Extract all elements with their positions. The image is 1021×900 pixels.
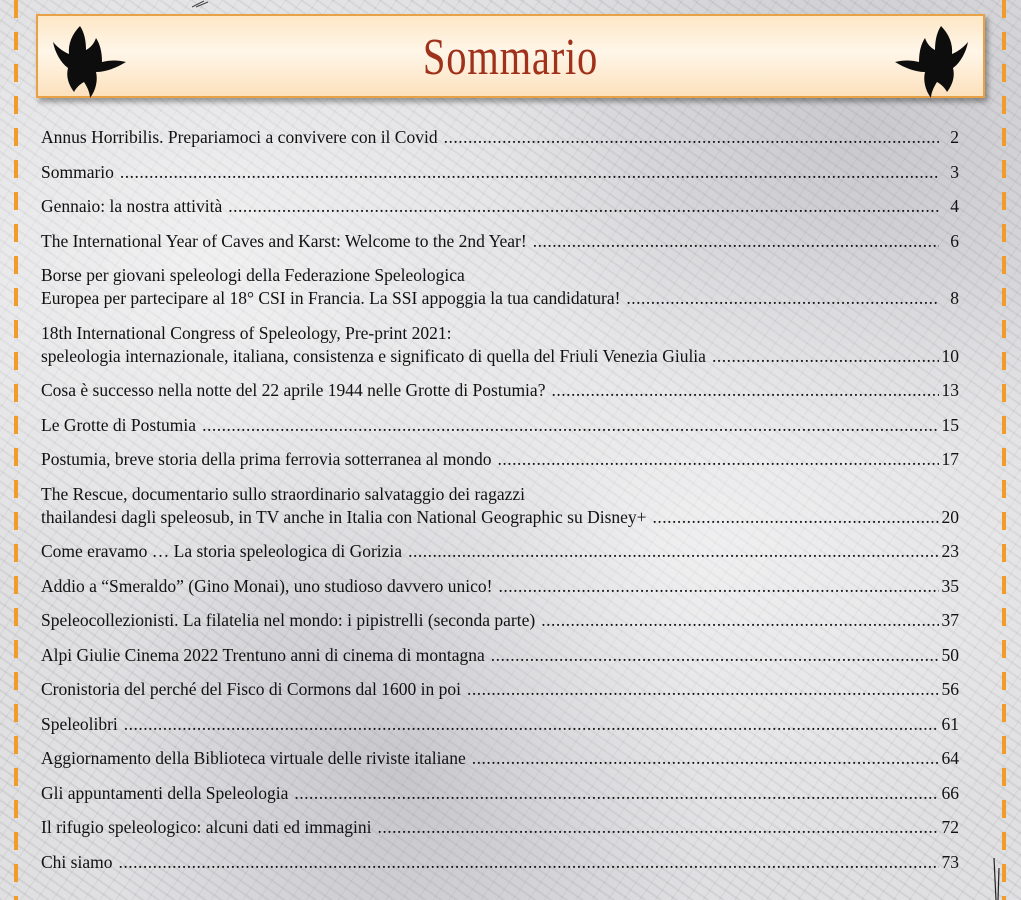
toc-entry-page-number: 37 (941, 610, 959, 630)
toc-entry-title-line: Borse per giovani speleologi della Federazione Speleologica (41, 265, 465, 285)
toc-entry[interactable] (41, 540, 959, 563)
toc-entry-title-line: Cosa è successo nella notte del 22 aprile 1944 nelle Grotte di Postumia? (41, 380, 546, 400)
toc-entry-title-line: Alpi Giulie Cinema 2022 Trentuno anni di cinema di montagna (41, 644, 485, 665)
right-dashed-border (1002, 0, 1006, 900)
toc-entry-page-number: 35 (941, 575, 959, 596)
table-of-contents (41, 126, 959, 885)
toc-entry[interactable] (41, 322, 959, 368)
decorative-stick-right (990, 858, 1004, 900)
toc-entry-title-line: The International Year of Caves and Karst: Welcome to the 2nd Year! (41, 230, 527, 251)
toc-entry[interactable] (41, 161, 959, 184)
toc-entry[interactable] (41, 575, 959, 598)
toc-entry-title-line: speleologia internazionale, italiana, consistenza e significato di quella del Friuli Venezia Giulia (41, 345, 706, 366)
toc-entry[interactable] (41, 644, 959, 667)
toc-entry-page-number: 56 (941, 679, 959, 699)
dot-leader (228, 195, 939, 215)
toc-entry[interactable] (41, 195, 959, 218)
toc-entry-title-line: Europea per partecipare al 18° CSI in Francia. La SSI appoggia la tua candidatura! (41, 288, 621, 308)
toc-entry[interactable] (41, 678, 959, 701)
title-banner (36, 14, 985, 98)
toc-entry-page-number: 20 (941, 506, 959, 527)
toc-entry-title-line: Chi siamo (41, 851, 113, 872)
toc-entry[interactable] (41, 448, 959, 471)
page-title: Sommario (422, 29, 599, 86)
toc-entry[interactable] (41, 414, 959, 437)
toc-entry[interactable] (41, 379, 959, 402)
toc-entry-page-number: 8 (950, 288, 959, 308)
toc-entry-title-line: Gennaio: la nostra attività (41, 196, 223, 216)
dot-leader (551, 379, 939, 399)
toc-entry-title-line: The Rescue, documentario sullo straordinario salvataggio dei ragazzi (41, 483, 525, 504)
dot-leader (408, 540, 939, 560)
toc-entry[interactable] (41, 609, 959, 632)
dot-leader (444, 126, 939, 146)
dot-leader (202, 414, 939, 434)
dot-leader (467, 678, 939, 698)
bat-icon (50, 22, 130, 100)
toc-entry[interactable] (41, 851, 959, 874)
toc-entry-page-number: 2 (950, 127, 959, 147)
toc-entry-title-line: Sommario (41, 161, 114, 182)
toc-entry-title-line: Le Grotte di Postumia (41, 414, 197, 435)
toc-entry-page-number: 3 (950, 161, 959, 182)
toc-entry-page-number: 72 (941, 817, 959, 837)
dot-leader (541, 609, 939, 629)
dot-leader (124, 713, 939, 733)
dot-leader (377, 816, 939, 836)
toc-entry[interactable] (41, 747, 959, 770)
toc-entry-title-line: Aggiornamento della Biblioteca virtuale delle riviste italiane (41, 748, 466, 768)
dot-leader (491, 644, 939, 664)
dot-leader (712, 345, 939, 365)
toc-entry[interactable] (41, 483, 959, 529)
toc-entry-page-number: 73 (941, 851, 959, 872)
toc-entry[interactable] (41, 816, 959, 839)
toc-entry[interactable] (41, 230, 959, 253)
toc-entry-title-line: Speleocollezionisti. La filatelia nel mondo: i pipistrelli (seconda parte) (41, 610, 536, 630)
toc-entry-title-line: Cronistoria del perché del Fisco di Cormons dal 1600 in poi (41, 679, 461, 699)
dot-leader (626, 287, 939, 307)
decorative-stick-top (190, 0, 210, 8)
toc-entry-title-line: Come eravamo … La storia speleologica di Gorizia (41, 541, 403, 561)
toc-entry-title-line: Postumia, breve storia della prima ferrovia sotterranea al mondo (41, 449, 492, 469)
toc-entry[interactable] (41, 782, 959, 805)
toc-entry-title-line: Speleolibri (41, 713, 118, 734)
toc-entry-page-number: 4 (950, 196, 959, 216)
left-dashed-border (14, 0, 18, 900)
toc-entry-page-number: 50 (941, 644, 959, 665)
toc-entry-page-number: 23 (941, 541, 959, 561)
dot-leader (653, 506, 939, 526)
toc-entry-page-number: 6 (950, 230, 959, 251)
toc-entry[interactable] (41, 264, 959, 310)
toc-entry-page-number: 13 (941, 380, 959, 400)
toc-entry[interactable] (41, 713, 959, 736)
toc-entry-title-line: Gli appuntamenti della Speleologia (41, 782, 289, 803)
toc-entry-title-line: 18th International Congress of Speleology, Pre-print 2021: (41, 322, 452, 343)
dot-leader (533, 230, 939, 250)
toc-entry-page-number: 10 (941, 345, 959, 366)
toc-entry[interactable] (41, 126, 959, 149)
toc-entry-page-number: 64 (941, 748, 959, 768)
toc-entry-page-number: 66 (941, 782, 959, 803)
bat-icon (891, 22, 971, 100)
toc-entry-title-line: thailandesi dagli speleosub, in TV anche in Italia con National Geographic su Disney+ (41, 506, 647, 527)
toc-entry-title-line: Addio a “Smeraldo” (Gino Monai), uno studioso davvero unico! (41, 575, 493, 596)
dot-leader (294, 782, 939, 802)
toc-entry-title-line: Il rifugio speleologico: alcuni dati ed immagini (41, 817, 372, 837)
toc-entry-page-number: 61 (941, 713, 959, 734)
dot-leader (497, 448, 939, 468)
toc-entry-page-number: 17 (941, 449, 959, 469)
dot-leader (472, 747, 939, 767)
toc-entry-page-number: 15 (941, 414, 959, 435)
toc-entry-title-line: Annus Horribilis. Prepariamoci a convivere con il Covid (41, 127, 438, 147)
dot-leader (118, 851, 939, 871)
dot-leader (499, 575, 939, 595)
dot-leader (120, 161, 939, 181)
